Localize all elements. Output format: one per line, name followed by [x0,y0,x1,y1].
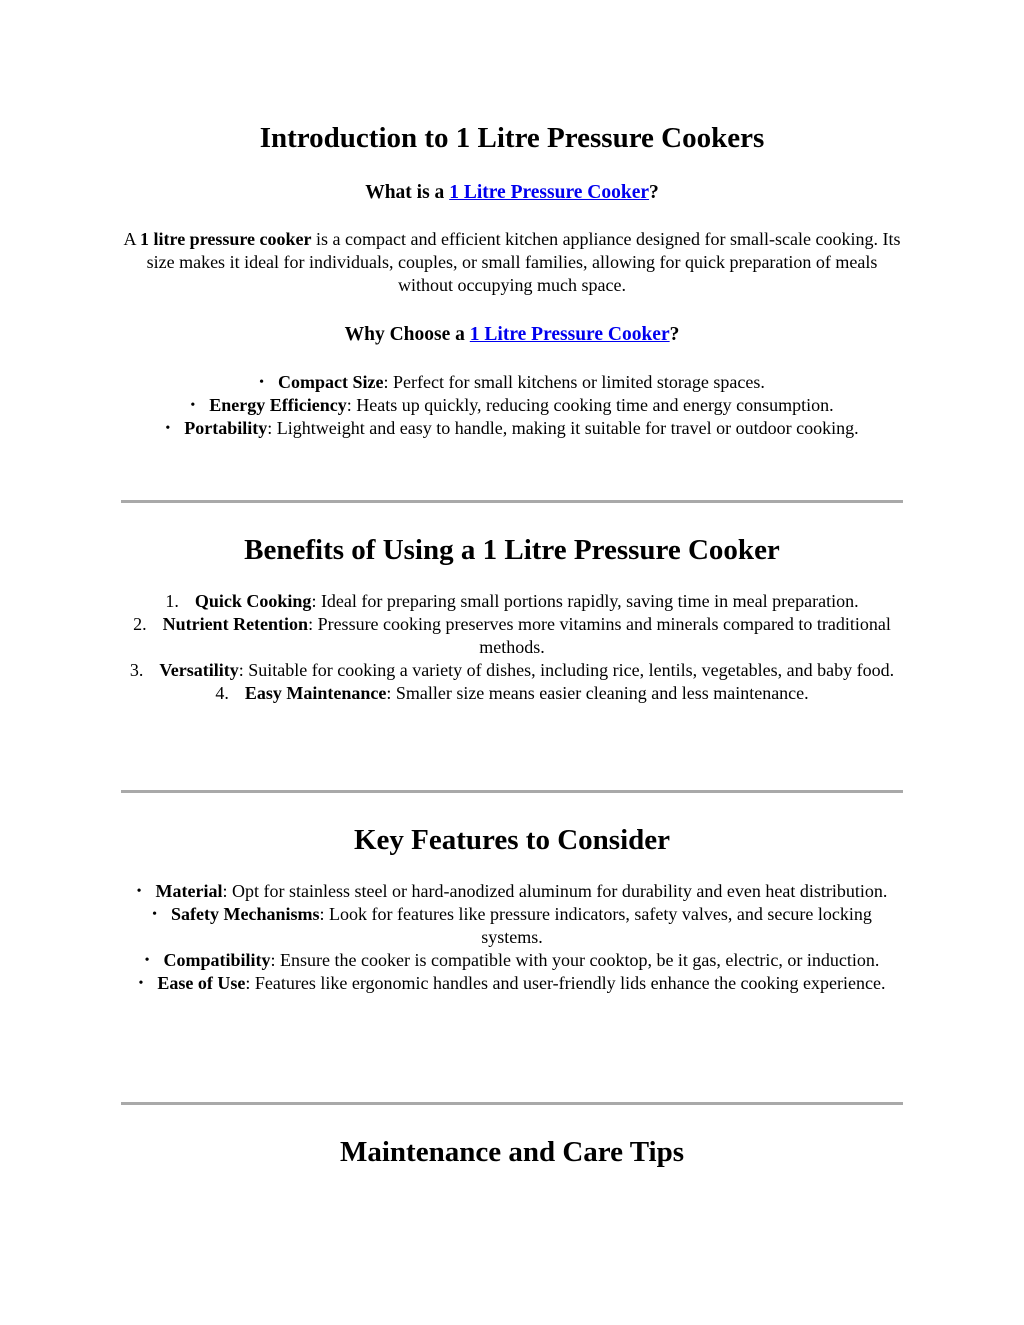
bullet-icon: • [259,375,265,390]
list-item [121,903,903,949]
list-item-text: : Opt for stainless steel or hard-anodized aluminum for durability and even heat distribution. [222,881,888,901]
subheading-suffix: ? [669,324,680,345]
list-item-number: 4. [215,683,229,703]
section-title-introduction: Introduction to 1 Litre Pressure Cookers [259,122,765,154]
subheading-prefix: What is a [365,182,450,203]
section-divider [121,790,903,793]
list-item-text: : Look for features like pressure indicators, safety valves, and secure locking systems. [319,904,872,947]
list-item-term: Energy Efficiency [209,395,347,415]
list-item-number: 2. [133,614,147,634]
list-item-term: Easy Maintenance [244,683,387,703]
section-divider [121,500,903,503]
section-title-maintenance: Maintenance and Care Tips [339,1136,685,1168]
list-item [121,590,903,613]
list-item [121,613,903,659]
intro-bold-term: 1 litre pressure cooker [140,229,312,249]
list-item-text: : Suitable for cooking a variety of dishes, including rice, lentils, vegetables, and baby food. [238,660,895,680]
subheading-suffix: ? [649,182,659,203]
section-title-benefits: Benefits of Using a 1 Litre Pressure Cooker [244,534,780,566]
list-item-text: : Features like ergonomic handles and user-friendly lids enhance the cooking experience. [245,973,886,993]
pressure-cooker-link[interactable]: 1 Litre Pressure Cooker [449,182,650,203]
benefits-list [121,590,903,705]
bullet-icon: • [165,421,171,436]
list-item [121,371,903,394]
bullet-icon: • [190,398,196,413]
list-item-term: Compact Size [278,372,384,392]
list-item-number: 1. [165,591,179,611]
list-item-text: : Lightweight and easy to handle, making it suitable for travel or outdoor cooking. [267,418,859,438]
list-item-term: Versatility [159,660,239,680]
bullet-icon: • [136,884,142,899]
list-item-text: : Ensure the cooker is compatible with your cooktop, be it gas, electric, or induction. [270,950,880,970]
section-title-key-features: Key Features to Consider [354,824,670,856]
why-choose-list [121,371,903,440]
subheading-prefix: Why Choose a [344,324,470,345]
intro-paragraph [121,228,903,297]
list-item-term: Ease of Use [157,973,246,993]
intro-body: is a compact and efficient kitchen appliance designed for small-scale cooking. Its size makes it ideal for individuals, couples, or small families, allowing for quick preparation of meals without occupying much space. [146,229,901,295]
list-item [121,682,903,705]
list-item [121,417,903,440]
bullet-icon: • [138,976,144,991]
intro-lead: A [123,229,141,249]
list-item-term: Quick Cooking [194,591,312,611]
list-item [121,659,903,682]
section-divider [121,1102,903,1105]
list-item-term: Nutrient Retention [162,614,309,634]
bullet-icon: • [152,907,158,922]
list-item-term: Material [155,881,223,901]
list-item-number: 3. [129,660,144,680]
list-item [121,394,903,417]
key-features-list [121,880,903,995]
list-item-text: : Pressure cooking preserves more vitamins and minerals compared to traditional methods. [308,614,891,657]
list-item-text: : Heats up quickly, reducing cooking time and energy consumption. [346,395,834,415]
subheading-why-choose [121,323,903,347]
list-item-text: : Perfect for small kitchens or limited storage spaces. [383,372,765,392]
list-item-term: Compatibility [163,950,271,970]
list-item-text: : Ideal for preparing small portions rapidly, saving time in meal preparation. [311,591,859,611]
bullet-icon: • [144,953,150,968]
list-item-term: Portability [184,418,268,438]
list-item [121,972,903,995]
list-item-term: Safety Mechanisms [171,904,320,924]
list-item [121,949,903,972]
pressure-cooker-link[interactable]: 1 Litre Pressure Cooker [469,324,670,345]
list-item-text: : Smaller size means easier cleaning and less maintenance. [386,683,809,703]
list-item [121,880,903,903]
subheading-what-is [121,181,903,205]
